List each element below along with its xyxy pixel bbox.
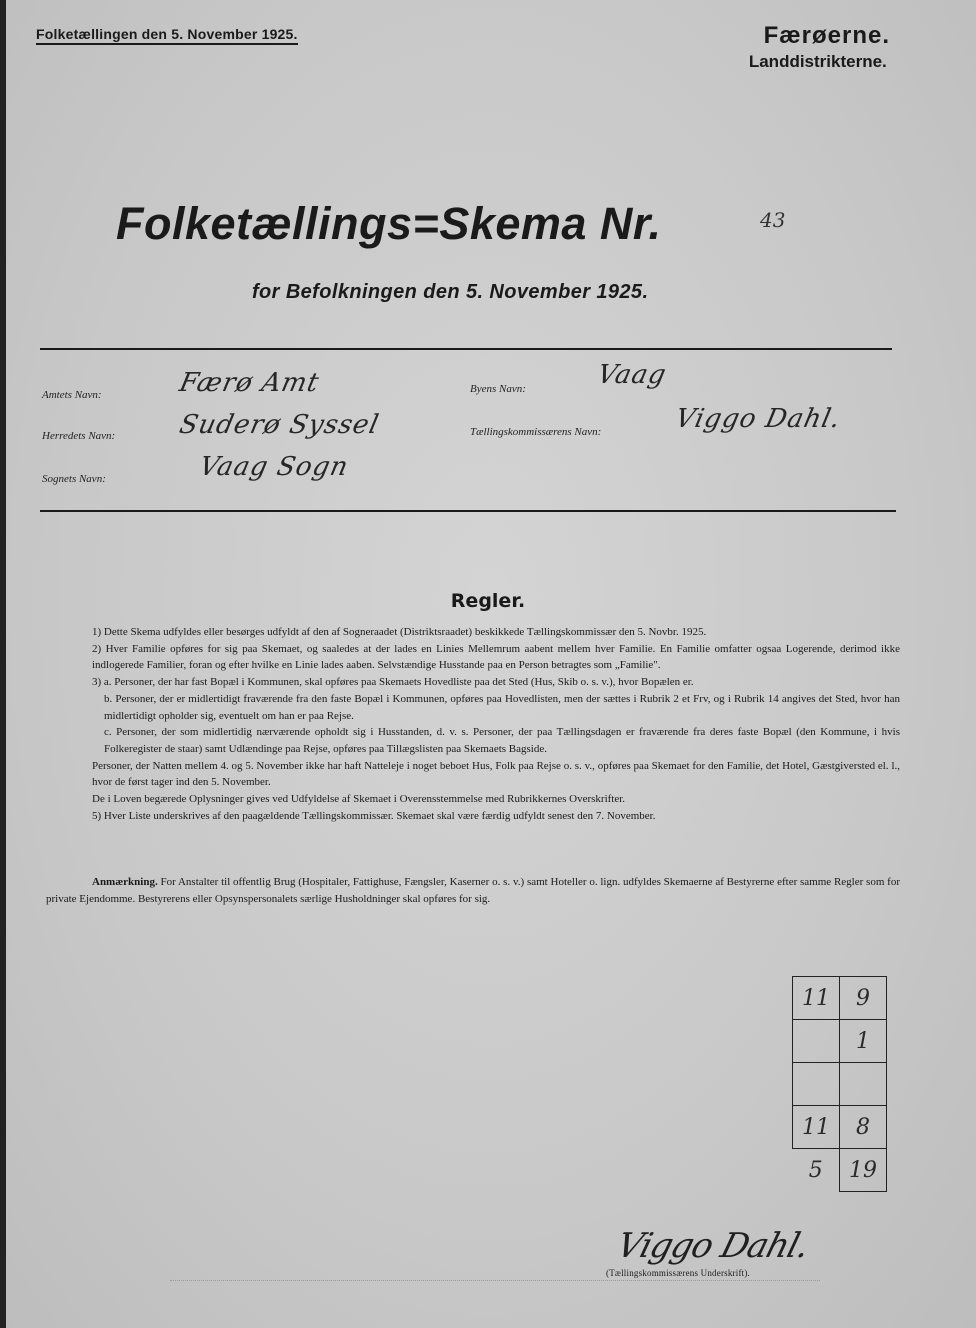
- tally-cell: 8: [840, 1106, 887, 1149]
- district-type: Landdistrikterne.: [748, 52, 887, 71]
- table-row: [793, 977, 887, 1020]
- region-name: Færøerne.: [763, 22, 890, 49]
- top-divider: [40, 348, 892, 350]
- faint-line: [170, 1280, 820, 1282]
- tally-cell: [793, 1063, 840, 1106]
- amt-label: Amtets Navn:: [42, 389, 102, 401]
- remark: [46, 874, 900, 908]
- tally-cell: 11: [793, 1106, 840, 1149]
- by-value: Vaag: [594, 360, 670, 390]
- table-row: [793, 1063, 887, 1106]
- herred-value: Suderø Syssel: [176, 410, 383, 440]
- tally-cell: 1: [840, 1020, 887, 1063]
- rule-3b: b. Personer, der er midlertidigt fraværende fra den faste Bopæl i Kommunen, opføres paa Hovedlisten, men der sættes i Rubrik 2 et Frv, og i Rubrik 14 angives det Sted, hvor han midlertidigt opholder sig, eventuelt om han er paa Rejse.: [104, 692, 900, 722]
- rule-3c: c. Personer, der som midlertidig nærværende opholdt sig i Husstanden, d. v. s. Personer, der paa Tællingsdagen er fraværende fra deres faste Bopæl (den Kommune, i hvis Folkeregister de staar) samt Udlændinge paa Rejse, opføres paa Tillægslisten paa Skemaets Bagside.: [104, 726, 900, 755]
- tally-table: [792, 976, 887, 1192]
- rules-text: [46, 624, 900, 824]
- rule-2: 2) Hver Familie opføres for sig paa Skemaet, og saaledes at der lades en Linies Mellemrum aabent mellem hver Familie. En Familie omfatter ogsaa Logerende, derimod ikke indlogerede Familier, foran og efter hvilke en Linie lades aaben. Selvstændige Husstande paa en Person betragtes som „Familie".: [92, 642, 900, 672]
- tally-cell: 5: [808, 1157, 823, 1183]
- rule-3a: 3) a. Personer, der har fast Bopæl i Kommunen, skal opføres paa Skemaets Hovedliste paa det Sted (Hus, Skib o. s. v.), hvor Bopælen er.: [92, 676, 694, 689]
- sogn-label: Sognets Navn:: [42, 473, 106, 485]
- tally-cell: 19: [840, 1149, 887, 1192]
- rule-5: 5) Hver Liste underskrives af den paagældende Tællingskommissær. Skemaet skal være færdig udfyldt senest den 7. November.: [92, 809, 656, 822]
- form-number: 43: [760, 208, 786, 232]
- tally-cell: [793, 1020, 840, 1063]
- rules-heading: Regler.: [450, 590, 526, 612]
- remark-text: For Anstalter til offentlig Brug (Hospitaler, Fattighuse, Fængsler, Kaserner o. s. v.) samt Hoteller o. lign. udfyldes Skemaerne af Bestyrerne efter samme Regler som for private Ejendomme. Bestyrerens eller Opsynspersonalets særlige Husholdninger skal opføres for sig.: [46, 876, 901, 905]
- census-date-header: Folketællingen den 5. November 1925.: [36, 26, 298, 45]
- kommissaer-label: Tællingskommissærens Navn:: [470, 426, 602, 438]
- remark-label: Anmærkning.: [92, 876, 158, 888]
- tally-cell: 9: [840, 977, 887, 1020]
- herred-label: Herredets Navn:: [42, 430, 116, 442]
- table-row: [793, 1149, 887, 1192]
- tally-cell: [840, 1063, 887, 1106]
- form-title: Folketællings=Skema Nr.: [116, 198, 662, 249]
- commissioner-signature: Viggo Dahl.: [612, 1226, 814, 1266]
- table-row: [793, 1106, 887, 1149]
- signature-label: (Tællingskommissærens Underskrift).: [606, 1268, 750, 1278]
- amt-value: Færø Amt: [176, 368, 323, 398]
- region-header: [748, 22, 890, 72]
- table-row: [793, 1020, 887, 1063]
- bottom-divider: [40, 510, 896, 512]
- rule-3d: Personer, der Natten mellem 4. og 5. November ikke har haft Natteleje i noget beboet Hus, Folk paa Rejse o. s. v., opføres paa Skemaet for den Familie, det Hotel, Gæstgiversted el. l., hvor de først tager ind den 5. November.: [92, 759, 900, 789]
- kommissaer-value: Viggo Dahl.: [672, 404, 844, 434]
- form-subtitle: for Befolkningen den 5. November 1925.: [252, 281, 649, 303]
- page-edge: [0, 0, 6, 1328]
- rule-1: 1) Dette Skema udfyldes eller besørges udfyldt af den af Sogneraadet (Distriktsraadet) beskikkede Tællingskommissær den 5. Novbr. 1925.: [92, 626, 707, 638]
- tally-cell: 11: [793, 977, 840, 1020]
- sogn-value: Vaag Sogn: [196, 452, 352, 482]
- rule-4: De i Loven begærede Oplysninger gives ved Udfyldelse af Skemaet i Overensstemmelse med Rubrikkernes Overskrifter.: [92, 793, 626, 806]
- by-label: Byens Navn:: [470, 383, 526, 395]
